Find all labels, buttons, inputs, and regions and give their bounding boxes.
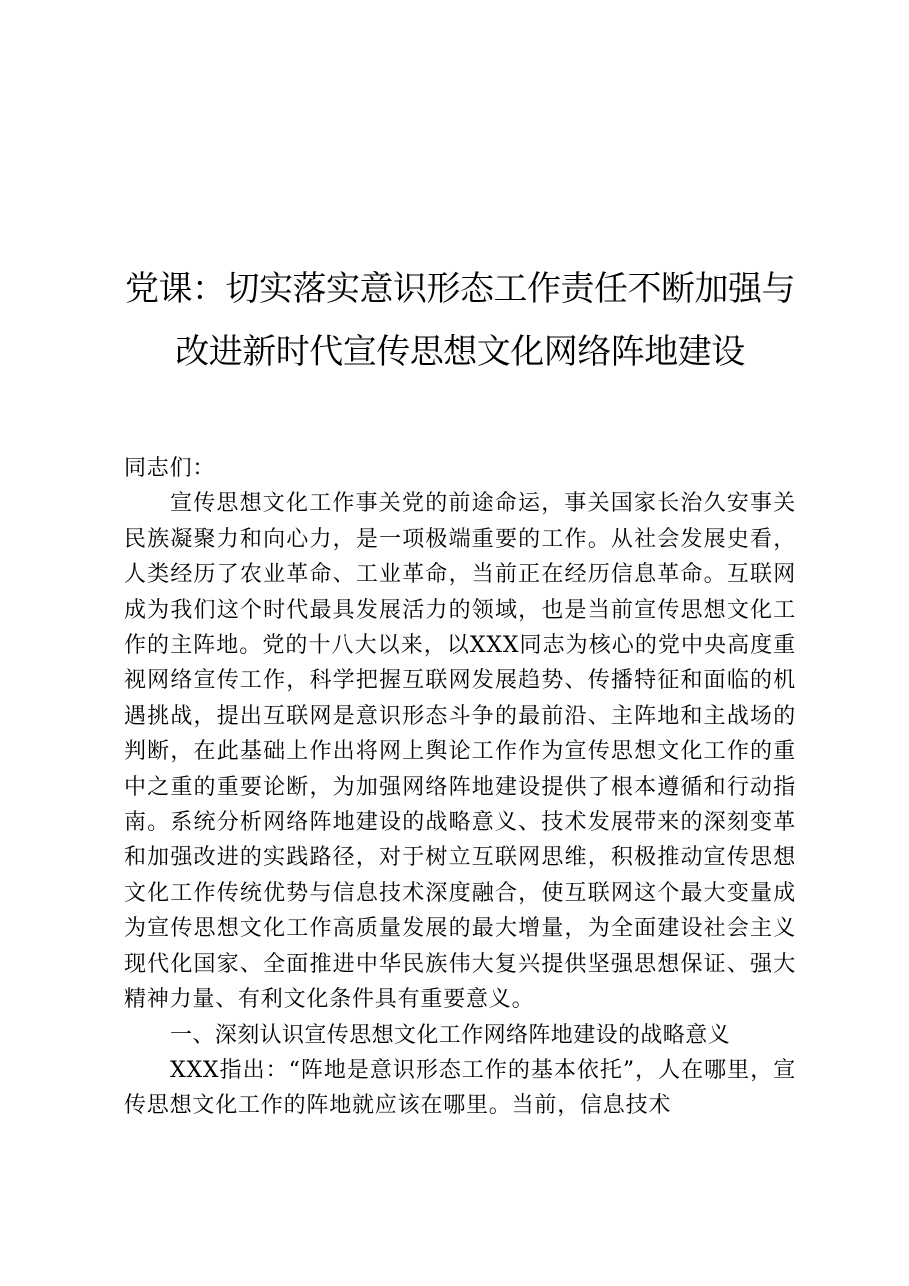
- paragraph-2: XXX指出：“阵地是意识形态工作的基本依托”，人在哪里，宣传思想文化工作的阵地就应该在哪里。当前，信息技术: [124, 1057, 796, 1119]
- document-body: [124, 451, 796, 1124]
- title-line-1: 党课：切实落实意识形态工作责任不断加强与: [125, 269, 795, 309]
- section-heading-1: 一、深刻认识宣传思想文化工作网络阵地建设的战略意义: [170, 1022, 731, 1048]
- salutation: 同志们：: [124, 456, 216, 481]
- document-title: [110, 258, 810, 384]
- title-line-2: 改进新时代宣传思想文化网络阵地建设: [175, 332, 745, 372]
- paragraph-1: 宣传思想文化工作事关党的前途命运，事关国家长治久安事关民族凝聚力和向心力，是一项极端重要的工作。从社会发展史看，人类经历了农业革命、工业革命，当前正在经历信息革命。互联网成为我们这个时代最具发展活力的领域，也是当前宣传思想文化工作的主阵地。党的十八大以来，以XXX同志为核心的党中央高度重视网络宣传工作，科学把握互联网发展趋势、传播特征和面临的机遇挑战，提出互联网是意识形态斗争的最前沿、主阵地和主战场的判断，在此基础上作出将网上舆论工作作为宣传思想文化工作的重中之重的重要论断，为加强网络阵地建设提供了根本遵循和行动指南。系统分析网络阵地建设的战略意义、技术发展带来的深刻变革和加强改进的实践路径，对于树立互联网思维，积极推动宣传思想文化工作传统优势与信息技术深度融合，使互联网这个最大变量成为宣传思想文化工作高质量发展的最大增量，为全面建设社会主义现代化国家、全面推进中华民族伟大复兴提供坚强思想保证、强大精神力量、有利文化条件具有重要意义。: [124, 491, 796, 1013]
